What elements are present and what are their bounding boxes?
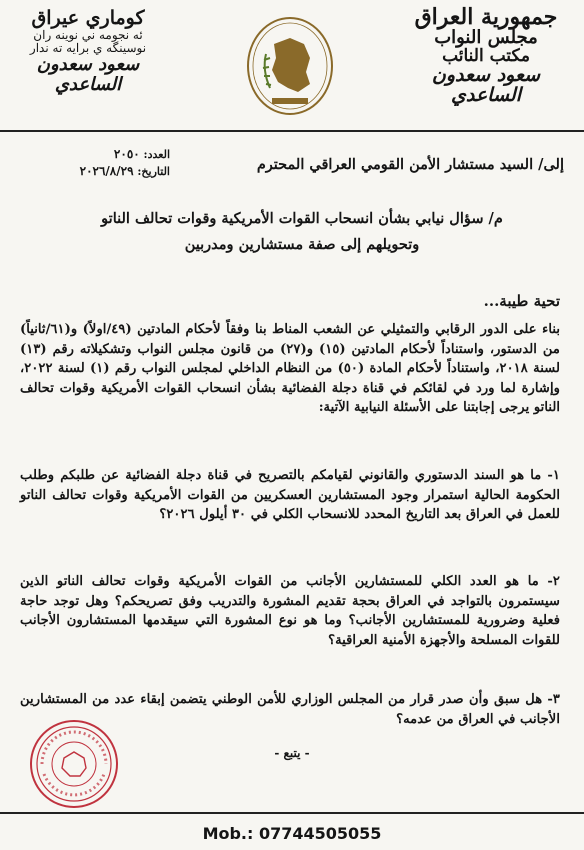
header-mp-name: سعود سعدون الساعدي bbox=[431, 63, 541, 106]
continued-marker: - يتبع - bbox=[274, 746, 310, 760]
header-office: مكتب النائب bbox=[442, 45, 530, 66]
question-2: ٢- ما هو العدد الكلي للمستشارين الأجانب من القوات الأمريكية وقوات تحالف الناتو الذين سيستمرون بالتواجد في العراق بحجة تقديم المشورة والتدريب وفق تصريحكم؟ وهل توجد حاجة فعلية وضرورية للمستشارين الأجانب؟ وما هو نوع المشورة التي سيقدمها المستشارون الأجانب للقوات المسلحة والأجهزة الأمنية العراقية؟ bbox=[20, 574, 560, 648]
header-mp-name-ku: سعود سعدون الساعدي bbox=[36, 54, 140, 96]
intro-paragraph: بناء على الدور الرقابي والتمثيلي عن الشعب المناط بنا وفقاً لأحكام المادتين (٤٩/اولاً) و(٦١/ثانياً) من الدستور، واستناداً لأحكام المادتين (١٥) و(٢٧) من قانون مجلس النواب وتشكيلاته رقم (١٣) لسنة ٢٠١٨، واستناداً لأحكام المادة (٥٠) من النظام الداخلي لمجلس النواب رقم (١) لسنة ٢٠٢٢، وإشارة لما ورد في لقائكم في قناة دجلة الفضائية بشأن انسحاب القوات الأمريكية وقوات تحالف الناتو يرجى إجابتنا على الأسئلة النيابية الآتية: bbox=[20, 322, 560, 415]
question-1: ١- ما هو السند الدستوري والقانوني لقيامكم بالتصريح في قناة دجلة الفضائية عن طلبكم وطلب الحكومة الحالية استمرار وجود المستشارين العسكريين من القوات الأمريكية وقوات تحالف الناتو للعمل في العراق بعد التاريخ المحدد للانسحاب الكلي في ٣٠ أيلول ٢٠٢٦؟ bbox=[20, 468, 560, 522]
footer-mobile: Mob.: 07744505055 bbox=[202, 824, 382, 843]
footer-divider bbox=[0, 812, 584, 814]
subject bbox=[40, 206, 564, 258]
date-value: ٢٠٢٦/٨/٢٩ bbox=[79, 164, 134, 178]
greeting: تحية طيبة... bbox=[483, 292, 560, 310]
parliament-emblem-icon bbox=[244, 14, 336, 118]
letterhead-kurdish bbox=[8, 8, 168, 95]
header-country-ku: كوماري عيراق bbox=[31, 7, 145, 29]
header-country: جمهورية العراق bbox=[414, 4, 558, 30]
addressee: إلى/ السيد مستشار الأمن القومي العراقي المحترم bbox=[256, 156, 564, 173]
header-council: مجلس النواب bbox=[434, 27, 538, 49]
header-divider bbox=[0, 130, 584, 132]
header-council-ku: ئه نجومه ني نوينه ران bbox=[33, 27, 143, 42]
number-label: العدد: bbox=[143, 148, 170, 161]
date-label: التاريخ: bbox=[137, 165, 170, 178]
official-seal-stamp bbox=[28, 718, 120, 810]
subject-line-2: وتحويلهم إلى صفة مستشارين ومدربين bbox=[184, 236, 420, 253]
subject-line-1: م/ سؤال نيابي بشأن انسحاب القوات الأمريكية وقوات تحالف الناتو bbox=[101, 210, 503, 227]
question-3: ٣- هل سبق وأن صدر قرار من المجلس الوزاري للأمن الوطني يتضمن إبقاء عدد من المستشارين الأجانب في العراق من عدمه؟ bbox=[20, 692, 560, 727]
header-office-ku: نوسينگه ي برايه ته ندار bbox=[29, 41, 147, 56]
letterhead-arabic bbox=[402, 6, 570, 106]
number-value: ٢٠٥٠ bbox=[113, 147, 140, 161]
reference-block bbox=[20, 146, 170, 180]
